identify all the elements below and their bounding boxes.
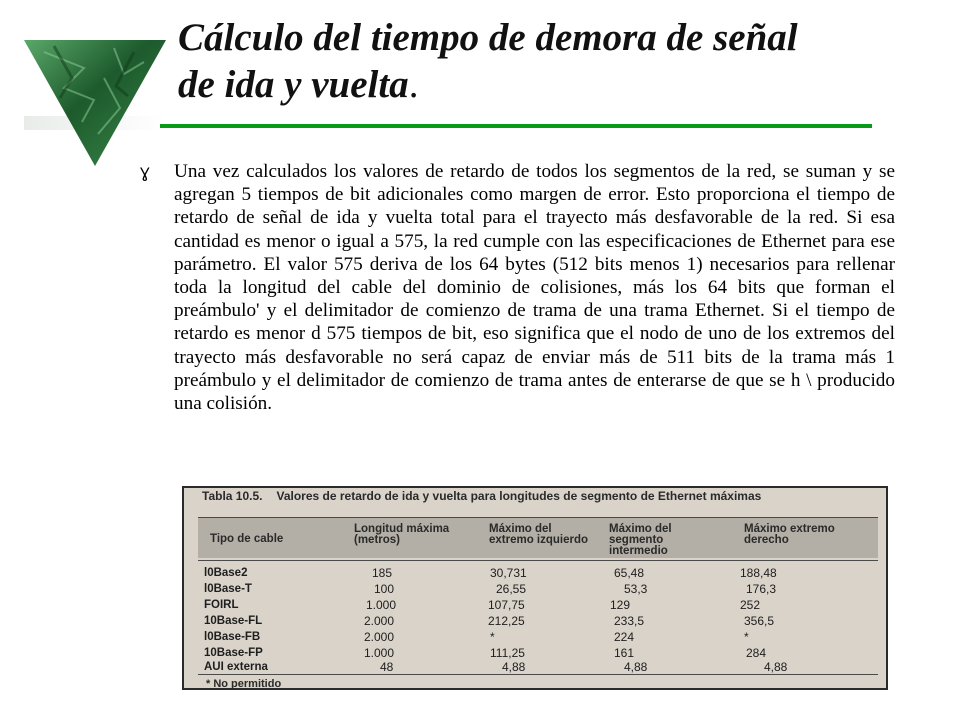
- row-5-col-4: 224: [614, 630, 635, 644]
- triangle-logo-icon: [24, 38, 166, 168]
- row-6-col-5: 284: [746, 646, 767, 660]
- table-top-line: [198, 517, 878, 518]
- title-underline: [160, 124, 872, 128]
- row-5-col-2: 2.000: [364, 630, 395, 644]
- row-6-col-3: 111,25: [490, 646, 525, 660]
- row-4-col-5: 356,5: [744, 614, 775, 628]
- row-2-col-4: 53,3: [624, 582, 648, 596]
- row-2-col-2: 100: [374, 582, 395, 596]
- title-line-2-text: de ida y vuelta: [178, 63, 409, 106]
- row-7-col-1: AUI externa: [204, 661, 268, 673]
- table-bottom-line: [198, 674, 878, 675]
- table-caption: [202, 490, 882, 503]
- row-2-col-1: l0Base-T: [204, 583, 252, 595]
- row-6-col-2: 1.000: [364, 646, 395, 660]
- slide-title: [178, 14, 918, 108]
- row-3-col-2: 1.000: [366, 598, 397, 612]
- row-1-col-1: l0Base2: [204, 567, 248, 579]
- row-1-col-5: 188,48: [740, 566, 777, 580]
- row-6-col-1: 10Base-FP: [204, 647, 263, 659]
- header-max-derecho: Máximo extremo derecho: [744, 523, 835, 546]
- table-caption-number: Tabla 10.5.: [202, 489, 263, 503]
- row-3-col-5: 252: [740, 598, 761, 612]
- title-line-1: Cálculo del tiempo de demora de señal: [178, 16, 798, 59]
- header-tipo-cable: Tipo de cable: [210, 533, 284, 545]
- row-7-col-5: 4,88: [764, 660, 788, 674]
- title-period: .: [408, 63, 419, 106]
- header-max-izquierdo: Máximo del extremo izquierdo: [489, 523, 589, 546]
- table-caption-text: Valores de retardo de ida y vuelta para longitudes de segmento de Ethernet máximas: [276, 489, 762, 503]
- row-1-col-4: 65,48: [614, 566, 645, 580]
- row-3-col-1: FOIRL: [204, 599, 239, 611]
- row-4-col-3: 212,25: [488, 614, 525, 628]
- row-1-col-2: 185: [372, 566, 393, 580]
- row-3-col-3: 107,75: [488, 598, 525, 612]
- row-2-col-5: 176,3: [746, 582, 777, 596]
- body-paragraph: Una vez calculados los valores de retardo de todos los segmentos de la red, se suman y se agregan 5 tiempos de bit adicionales como margen de error. Esto proporciona el tiempo de retardo de señal de ida y vuelta total para el trayecto más desfavorable de la red. Si esa cantidad es menor o igual a 575, la red cumple con las especificaciones de Ethernet para ese parámetro. El valor 575 deriva de los 64 bytes (512 bits menos 1) necesarios para rellenar toda la longitud del cable del dominio de colisiones, más los 64 bits que forman el preámbulo' y el delimitador de comienzo de trama de una trama Ethernet. Si el tiempo de retardo es menor d 575 tiempos de bit, eso significa que el nodo de uno de los extremos del trayecto más desfavorable no será capaz de enviar más de 511 bits de la trama más 1 preámbulo y el delimitador de comienzo de trama antes de enterarse de que se h \ producido una colisión.: [174, 161, 895, 415]
- row-5-col-1: l0Base-FB: [204, 631, 261, 643]
- row-4-col-4: 233,5: [614, 614, 645, 628]
- row-7-col-2: 48: [380, 660, 394, 674]
- row-3-col-4: 129: [610, 598, 631, 612]
- y-bullet-icon: Ɣ: [140, 166, 150, 182]
- header-max-intermedio: Máximo del segmento intermedio: [609, 523, 672, 557]
- header-longitud: Longitud máxima (metros): [354, 523, 450, 546]
- row-7-col-3: 4,88: [502, 660, 526, 674]
- row-4-col-1: 10Base-FL: [204, 615, 263, 627]
- table-footnote: * No permitido: [206, 678, 282, 690]
- row-7-col-4: 4,88: [624, 660, 648, 674]
- title-line-2: [178, 61, 918, 108]
- row-5-col-5: *: [744, 630, 749, 644]
- table-image: [182, 486, 888, 690]
- row-5-col-3: *: [490, 630, 495, 644]
- row-2-col-3: 26,55: [496, 582, 527, 596]
- row-6-col-4: 161: [614, 646, 635, 660]
- table-header-line: [198, 560, 878, 561]
- row-1-col-3: 30,731: [490, 566, 527, 580]
- row-4-col-2: 2.000: [364, 614, 395, 628]
